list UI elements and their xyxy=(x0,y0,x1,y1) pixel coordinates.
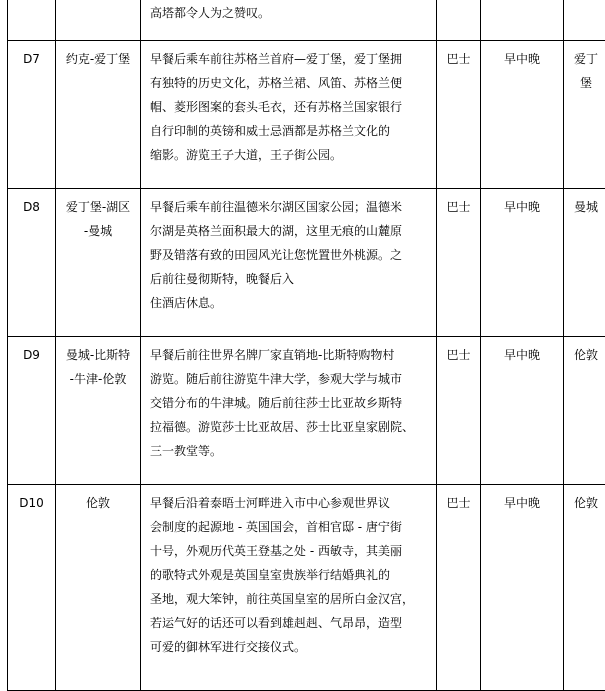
route-cell xyxy=(56,41,141,189)
description-line: 后前往曼彻斯特，晚餐后入 xyxy=(150,267,432,291)
description-cell xyxy=(141,189,437,337)
description-line: 有独特的历史文化，苏格兰裙、风笛、苏格兰便 xyxy=(150,71,432,95)
description-line: 会制度的起源地 - 英国国会，首相官邸 - 唐宁街 xyxy=(150,515,432,539)
description-line: 游览。随后前往游览牛津大学，参观大学与城市 xyxy=(150,367,432,391)
transport-cell xyxy=(437,189,481,337)
description-cell xyxy=(141,485,437,691)
meals-cell xyxy=(481,0,564,41)
transport-label: 巴士 xyxy=(446,348,470,362)
description-line: 早餐后乘车前往温德米尔湖区国家公园；温德米 xyxy=(150,195,432,219)
hotel-line: 曼城 xyxy=(564,195,605,219)
description-line: 自行印制的英镑和威士忌酒都是苏格兰文化的 xyxy=(150,119,432,143)
meals-label: 早中晚 xyxy=(504,52,540,66)
description-line: 帽、菱形图案的套头毛衣，还有苏格兰国家银行 xyxy=(150,95,432,119)
description-cell xyxy=(141,41,437,189)
itinerary-row xyxy=(8,337,605,485)
route-line: 伦敦 xyxy=(56,491,140,515)
description-line: 野及错落有致的田园风光让您恍置世外桃源。之 xyxy=(150,243,432,267)
day-cell xyxy=(8,41,56,189)
meals-cell xyxy=(481,189,564,337)
transport-cell xyxy=(437,485,481,691)
itinerary-body xyxy=(8,0,605,691)
description-line: 圣地，观大笨钟，前往英国皇室的居所白金汉宫， xyxy=(150,587,432,611)
day-cell xyxy=(8,337,56,485)
description-line: 早餐后乘车前往苏格兰首府—爱丁堡，爱丁堡拥 xyxy=(150,47,432,71)
meals-cell xyxy=(481,485,564,691)
day-cell xyxy=(8,189,56,337)
transport-label: 巴士 xyxy=(446,200,470,214)
transport-cell xyxy=(437,41,481,189)
route-line: -曼城 xyxy=(56,219,140,243)
hotel-line: 爱丁 xyxy=(564,47,605,71)
route-cell xyxy=(56,189,141,337)
description-line: 早餐后沿着泰晤士河畔进入市中心参观世界议 xyxy=(150,491,432,515)
description-line: 若运气好的话还可以看到雄赳赳、气昂昂，造型 xyxy=(150,611,432,635)
route-cell xyxy=(56,337,141,485)
meals-label: 早中晚 xyxy=(504,200,540,214)
hotel-cell xyxy=(564,189,605,337)
description-cell xyxy=(141,337,437,485)
description-line: 可爱的御林军进行交接仪式。 xyxy=(150,635,432,659)
transport-cell xyxy=(437,337,481,485)
meals-cell xyxy=(481,41,564,189)
day-cell xyxy=(8,485,56,691)
description-line: 早餐后前往世界名牌厂家直销地-比斯特购物村 xyxy=(150,343,432,367)
transport-label: 巴士 xyxy=(446,496,470,510)
route-line: 爱丁堡-湖区 xyxy=(56,195,140,219)
hotel-cell xyxy=(564,485,605,691)
description-line: 高塔都令人为之赞叹。 xyxy=(150,1,432,25)
description-line: 住酒店休息。 xyxy=(150,291,432,315)
hotel-cell xyxy=(564,337,605,485)
day-label: D10 xyxy=(19,496,44,510)
meals-label: 早中晚 xyxy=(504,496,540,510)
hotel-cell xyxy=(564,0,605,41)
description-line: 十号，外观历代英王登基之处 - 西敏寺，其美丽 xyxy=(150,539,432,563)
hotel-line: 伦敦 xyxy=(564,343,605,367)
day-label: D7 xyxy=(23,52,40,66)
route-line: 约克-爱丁堡 xyxy=(56,47,140,71)
description-line: 拉福德。游览莎士比亚故居、莎士比亚皇家剧院、 xyxy=(150,415,432,439)
day-label: D9 xyxy=(23,348,40,362)
route-cell xyxy=(56,485,141,691)
itinerary-row xyxy=(8,41,605,189)
description-line: 三一教堂等。 xyxy=(150,439,432,463)
itinerary-row xyxy=(8,189,605,337)
description-line: 缩影。游览王子大道，王子街公园。 xyxy=(150,143,432,167)
itinerary-row xyxy=(8,485,605,691)
hotel-line: 堡 xyxy=(564,71,605,95)
day-label: D8 xyxy=(23,200,40,214)
meals-cell xyxy=(481,337,564,485)
route-line: 曼城-比斯特 xyxy=(56,343,140,367)
description-line: 的歌特式外观是英国皇室贵族举行结婚典礼的 xyxy=(150,563,432,587)
itinerary-table xyxy=(7,0,605,691)
day-cell xyxy=(8,0,56,41)
transport-cell xyxy=(437,0,481,41)
hotel-cell xyxy=(564,41,605,189)
transport-label: 巴士 xyxy=(446,52,470,66)
route-cell xyxy=(56,0,141,41)
hotel-line: 伦敦 xyxy=(564,491,605,515)
route-line: -牛津-伦敦 xyxy=(56,367,140,391)
itinerary-row xyxy=(8,0,605,41)
description-cell xyxy=(141,0,437,41)
description-line: 尔湖是英格兰面积最大的湖，这里无痕的山麓原 xyxy=(150,219,432,243)
meals-label: 早中晚 xyxy=(504,348,540,362)
description-line: 交错分布的牛津城。随后前往莎士比亚故乡斯特 xyxy=(150,391,432,415)
